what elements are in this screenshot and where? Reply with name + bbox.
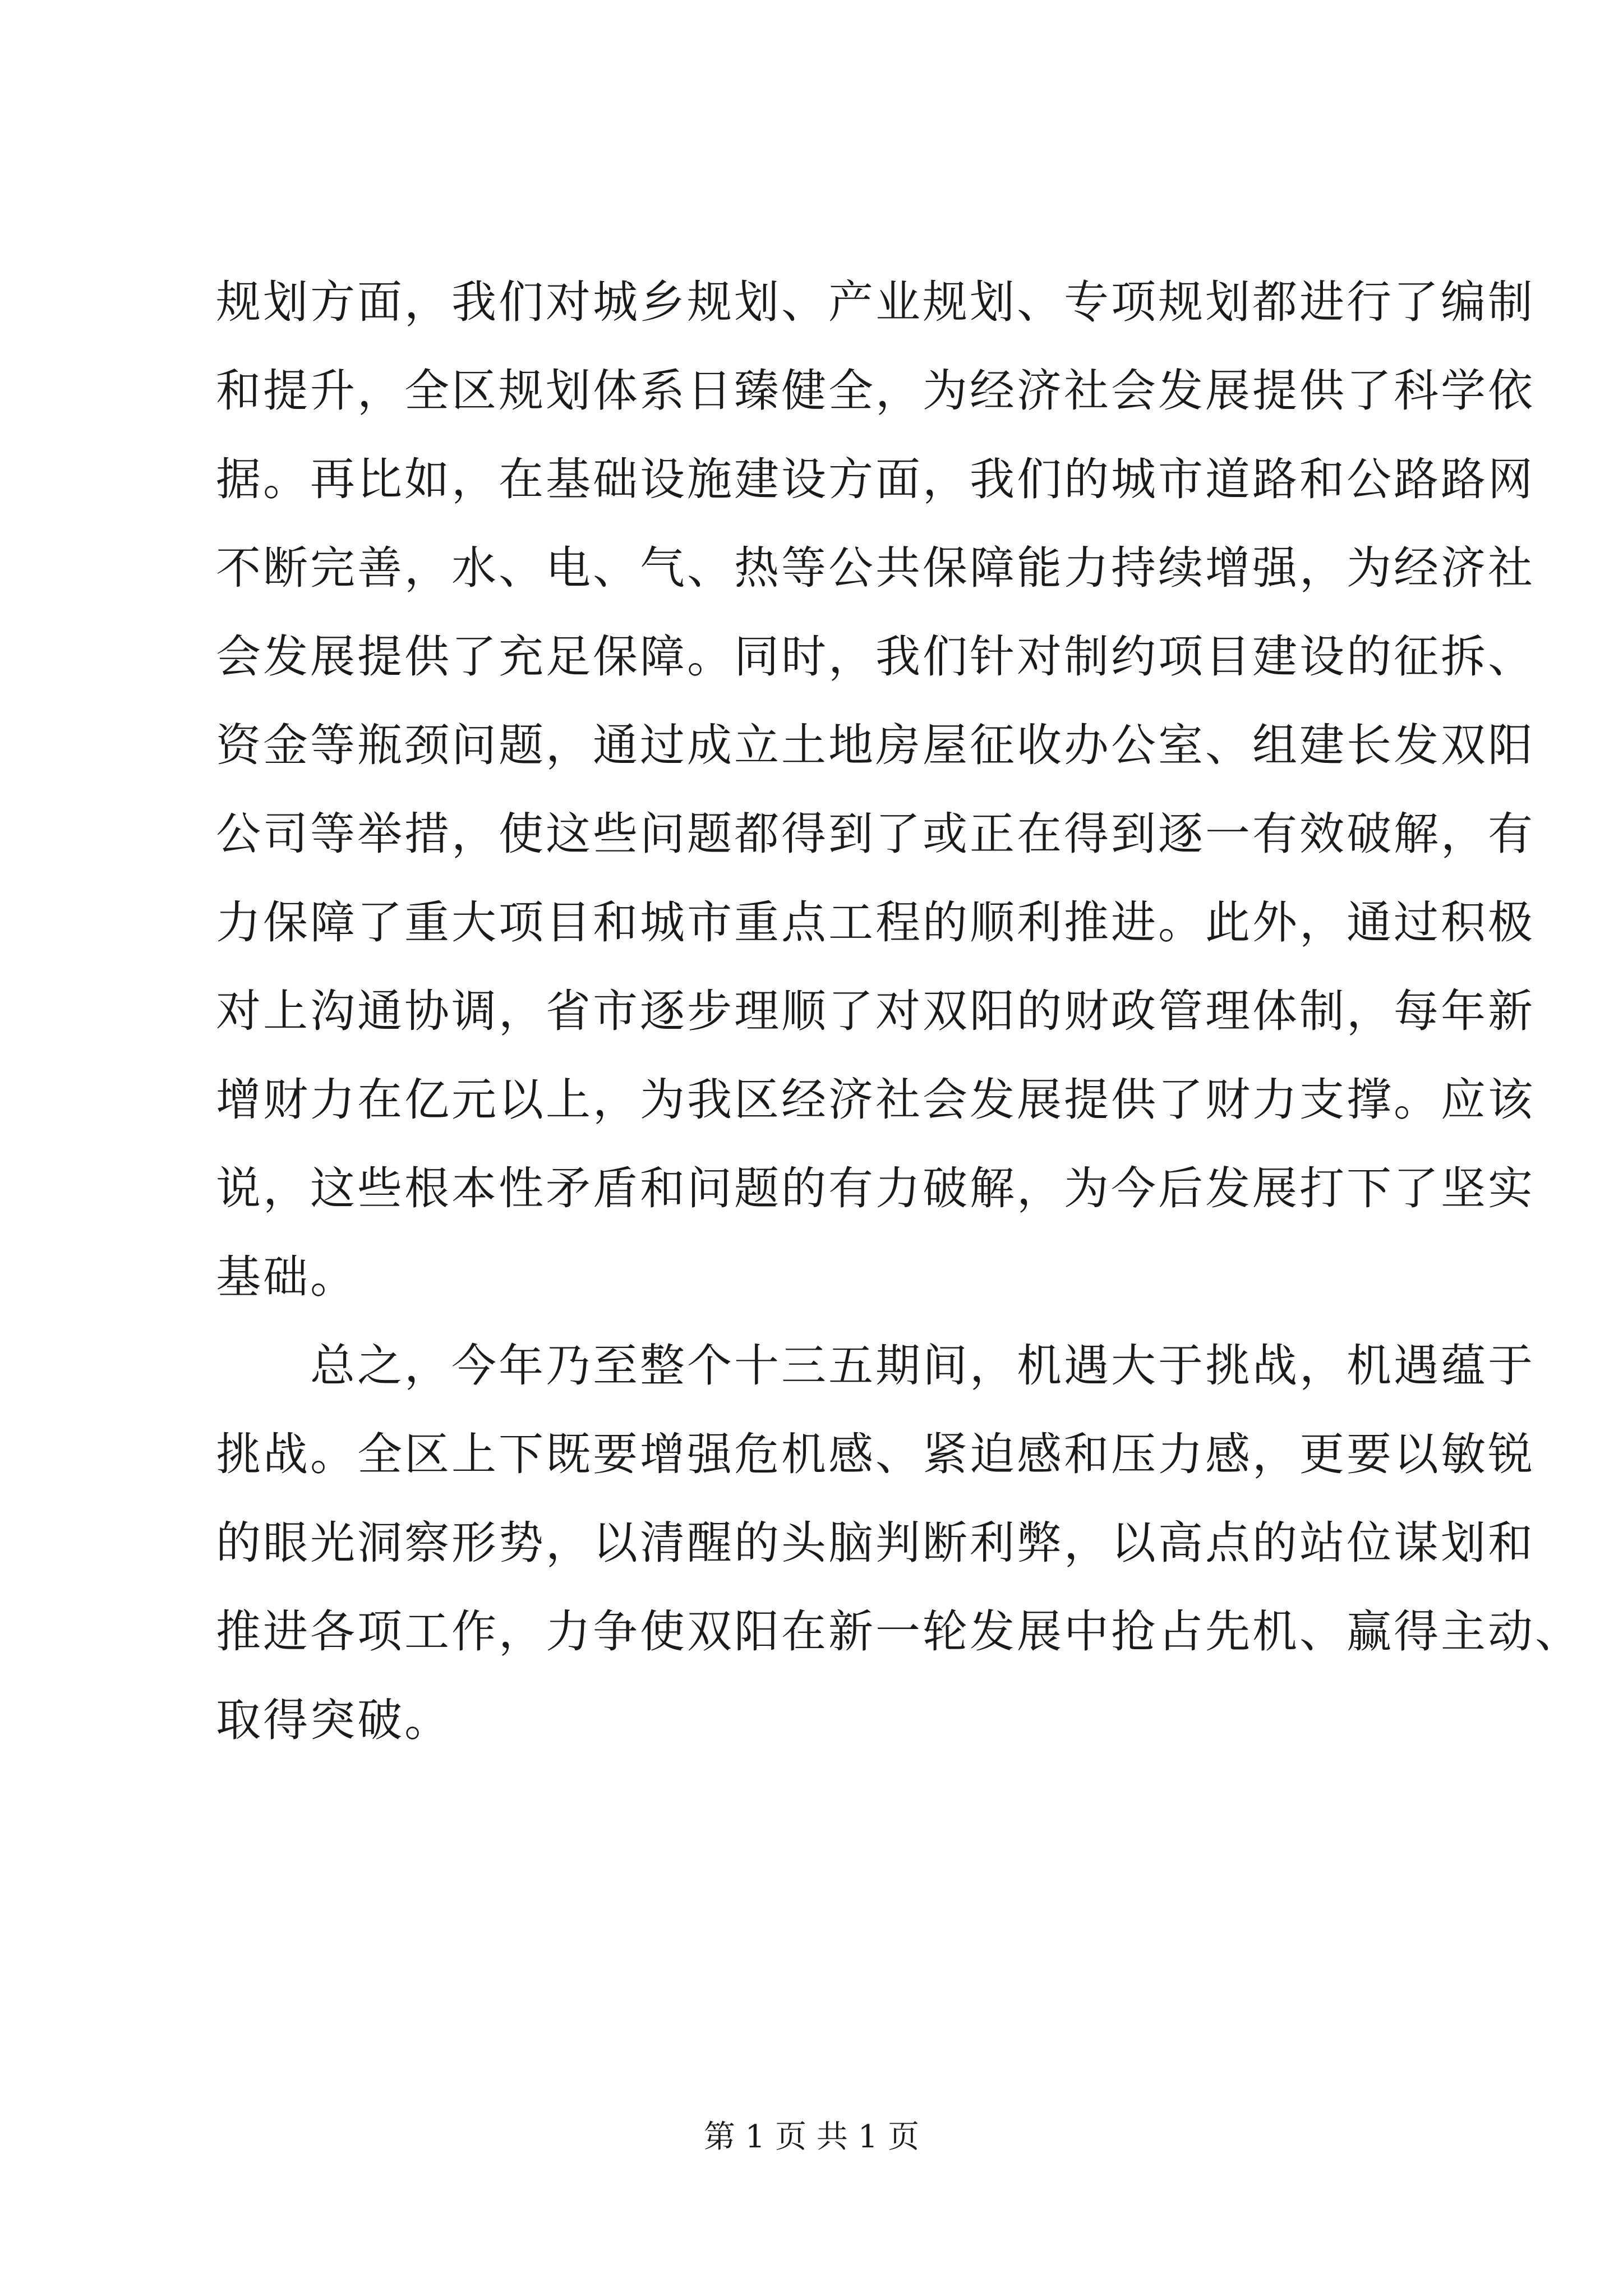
paragraph-1-line-6: 资金等瓶颈问题，通过成立土地房屋征收办公室、组建长发双阳: [216, 719, 1535, 771]
paragraph-1-line-9: 对上沟通协调，省市逐步理顺了对双阳的财政管理体制，每年新: [216, 985, 1535, 1037]
paragraph-1-line-3: 据。再比如，在基础设施建设方面，我们的城市道路和公路路网: [216, 453, 1535, 505]
page-footer: [0, 2115, 1623, 2160]
paragraph-1-line-4: 不断完善，水、电、气、热等公共保障能力持续增强，为经济社: [216, 542, 1535, 594]
paragraph-1-line-1: 规划方面，我们对城乡规划、产业规划、专项规划都进行了编制: [216, 276, 1535, 328]
paragraph-1-line-12: 基础。: [216, 1251, 357, 1303]
paragraph-1-line-2: 和提升，全区规划体系日臻健全，为经济社会发展提供了科学依: [216, 365, 1535, 417]
page-number-label: 第 1 页 共 1 页: [703, 2119, 920, 2155]
paragraph-2-line-3: 的眼光洞察形势，以清醒的头脑判断利弊，以高点的站位谋划和: [216, 1517, 1535, 1569]
paragraph-1-line-7: 公司等举措，使这些问题都得到了或正在得到逐一有效破解，有: [216, 808, 1535, 860]
paragraph-1-line-10: 增财力在亿元以上，为我区经济社会发展提供了财力支撑。应该: [216, 1074, 1535, 1126]
paragraph-2-line-5: 取得突破。: [216, 1694, 451, 1746]
paragraph-2-line-2: 挑战。全区上下既要增强危机感、紧迫感和压力感，更要以敏锐: [216, 1428, 1535, 1480]
paragraph-1-line-11: 说，这些根本性矛盾和问题的有力破解，为今后发展打下了坚实: [216, 1162, 1535, 1214]
paragraph-1-line-5: 会发展提供了充足保障。同时，我们针对制约项目建设的征拆、: [216, 631, 1535, 683]
paragraph-1-line-8: 力保障了重大项目和城市重点工程的顺利推进。此外，通过积极: [216, 896, 1535, 949]
paragraph-2-line-4: 推进各项工作，力争使双阳在新一轮发展中抢占先机、赢得主动、: [216, 1605, 1582, 1658]
body-text: [216, 258, 1582, 1765]
paragraph-2-line-1: 总之，今年乃至整个十三五期间，机遇大于挑战，机遇蕴于: [310, 1340, 1535, 1392]
